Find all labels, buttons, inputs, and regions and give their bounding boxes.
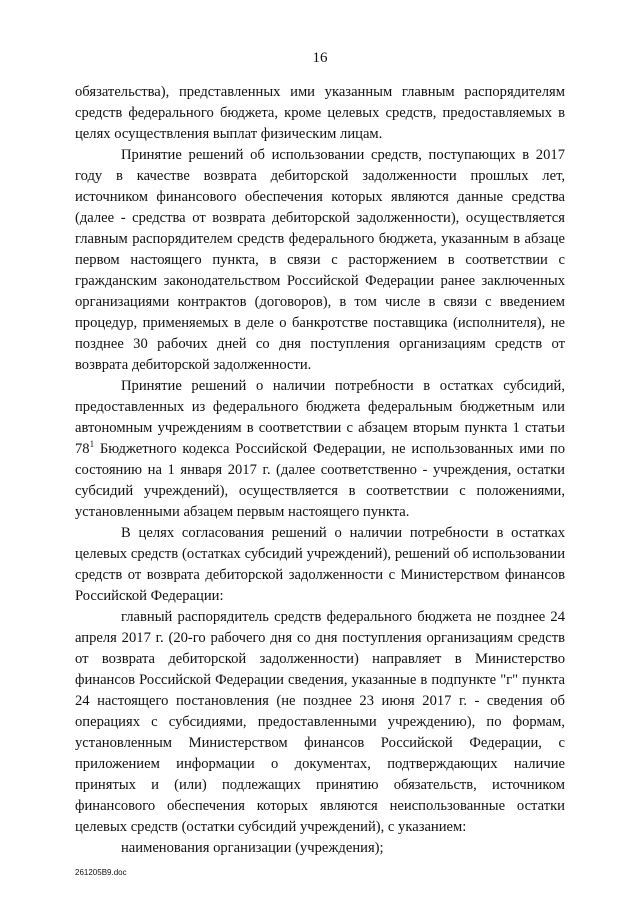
paragraph-subsidy-residuals-text-b: Бюджетного кодекса Российской Федерации, не использованных ими по состоянию на 1 января 2017 г. (далее соответственно - учреждения, остатки субсидий учреждений), осуществляется в соответствии с положениями, установленными абзацем первым настоящего пункта.: [75, 441, 565, 520]
page-number: 16: [312, 50, 328, 66]
paragraph-coordination: В целях согласования решений о наличии потребности в остатках целевых средств (остатках субсидий учреждений), решений об использовании средств от возврата дебиторской задолженности с Министерством финансов Российской Федерации:: [75, 525, 565, 604]
paragraph-receivables-decision: Принятие решений об использовании средств, поступающих в 2017 году в качестве возврата дебиторской задолженности прошлых лет, источником финансового обеспечения которых являются данные средства (далее - средства от возврата дебиторской задолженности), осуществляется главным распорядителем средств федерального бюджета, указанным в абзаце первом настоящего пункта, в связи с расторжением в соответствии с гражданским законодательством Российской Федерации ранее заключенных организациями контрактов (договоров), в том числе в связи с введением процедур, применяемых в деле о банкротстве поставщика (исполнителя), не позднее 30 рабочих дней со дня поступления организациям средств от возврата дебиторской задолженности.: [75, 147, 565, 373]
paragraph-subsidy-residuals: [75, 376, 565, 523]
document-body: [75, 82, 565, 859]
paragraph-organization-name: наименования организации (учреждения);: [121, 840, 384, 856]
paragraph-subsidy-residuals-text-a: Принятие решений о наличии потребности в остатках субсидий, предоставленных из федерального бюджета федеральным бюджетным или автономным учреждениям в соответствии с абзацем вторым пункта 1 статьи 78: [75, 378, 565, 457]
paragraph-continuation: обязательства), представленных ими указанным главным распорядителям средств федерального бюджета, кроме целевых средств, предоставляемых в целях осуществления выплат физическим лицам.: [75, 84, 565, 142]
document-file-id: 261205B9.doc: [75, 868, 127, 877]
paragraph-chief-administrator: главный распорядитель средств федерального бюджета не позднее 24 апреля 2017 г. (20-го рабочего дня со дня поступления организациям средств от возврата дебиторской задолженности) направляет в Министерство финансов Российской Федерации сведения, указанные в подпункте "г" пункта 24 настоящего постановления (не позднее 23 июня 2017 г. - сведения об операциях с субсидиями, предоставленными учреждению), по формам, установленным Министерством финансов Российской Федерации, с приложением информации о документах, подтверждающих наличие принятых и (или) подлежащих принятию обязательств, источником финансового обеспечения которых являются неиспользованные остатки целевых средств (остатки субсидий учреждений), с указанием:: [75, 609, 565, 835]
article-superscript: 1: [89, 439, 95, 450]
